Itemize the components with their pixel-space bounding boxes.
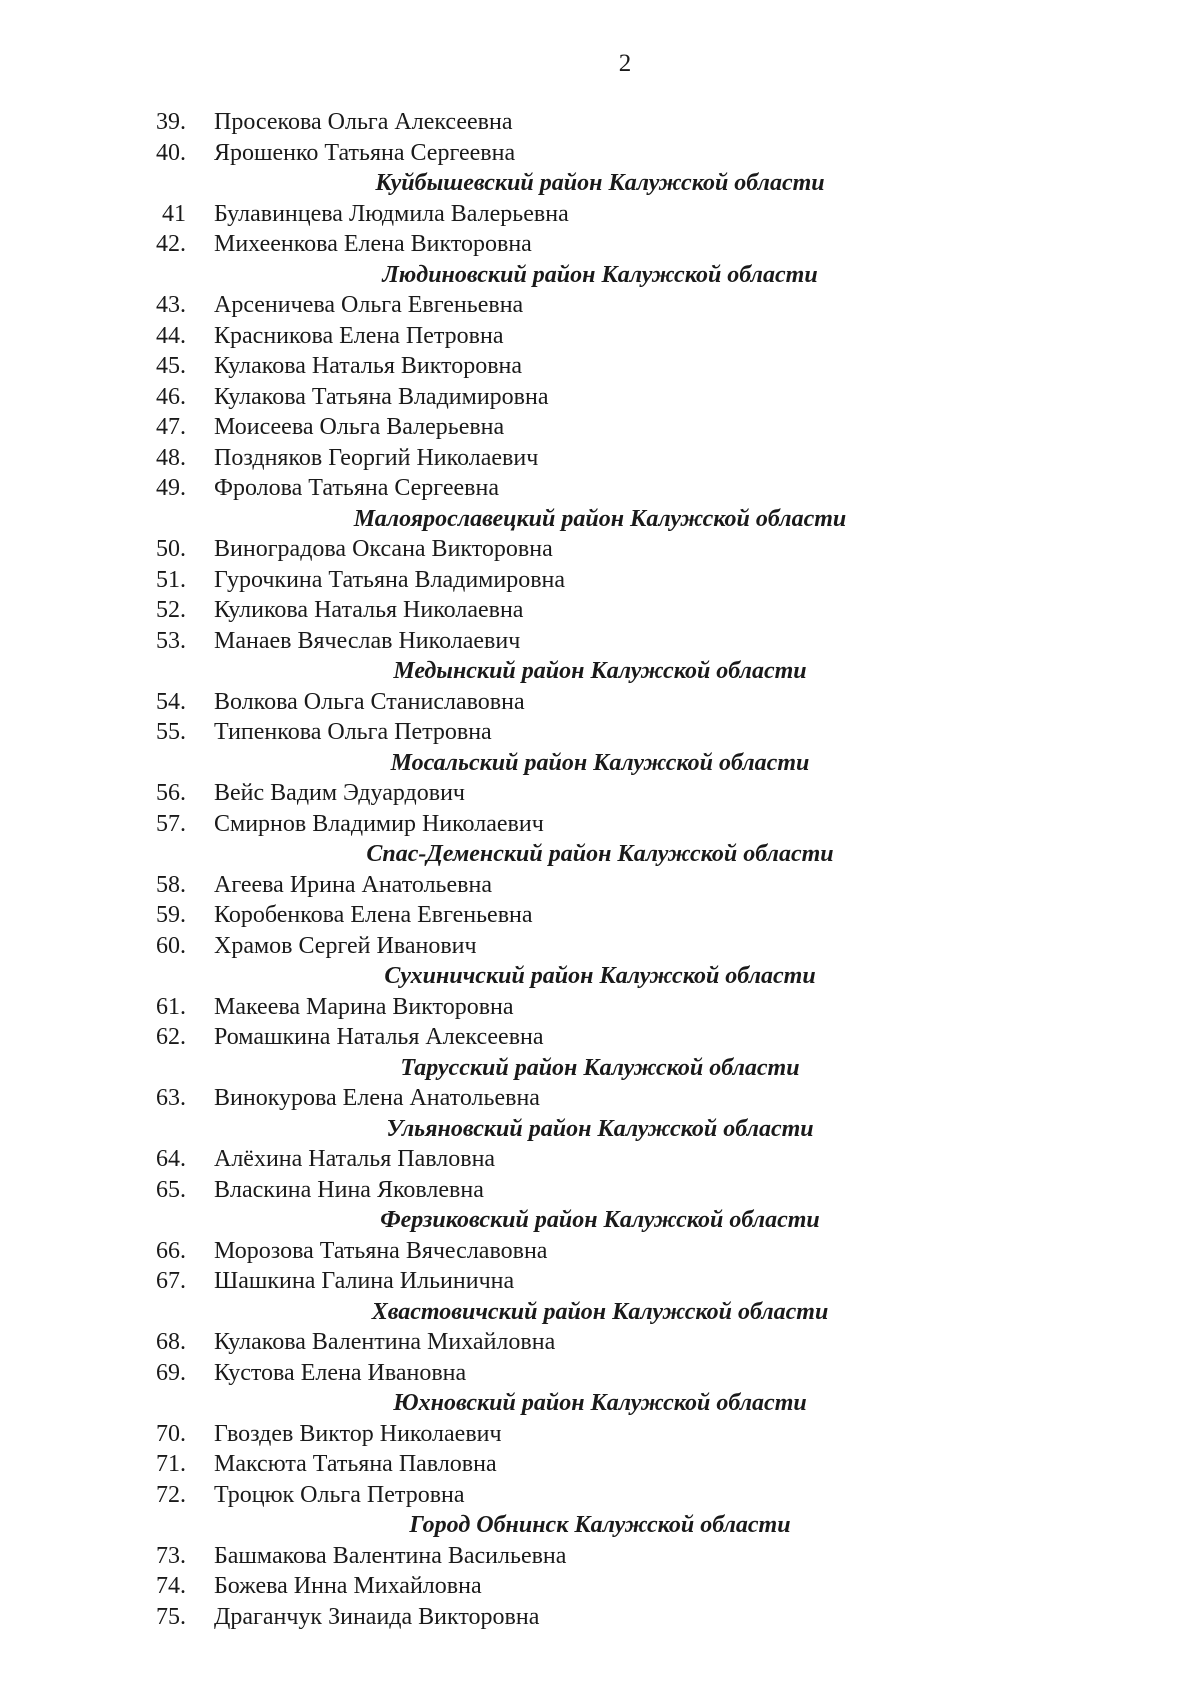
person-name: Ромашкина Наталья Алексеевна (214, 1024, 544, 1050)
person-name: Манаев Вячеслав Николаевич (214, 627, 521, 654)
list-item (0, 321, 1200, 352)
person-name: Кулакова Валентина Михайловна (214, 1329, 556, 1355)
district-heading: Хвастовичский район Калужской области (371, 1298, 829, 1325)
person-name: Агеева Ирина Анатольевна (214, 871, 492, 898)
person-name: Троцюк Ольга Петровна (214, 1481, 465, 1508)
person-name: Власкина Нина Яковлевна (214, 1176, 484, 1203)
list-item (0, 1602, 1200, 1633)
list-item (0, 199, 1200, 230)
person-name: Максюта Татьяна Павловна (214, 1451, 497, 1477)
list-item (0, 626, 1200, 657)
item-number: 58. (156, 871, 186, 898)
list-item (0, 382, 1200, 413)
person-name: Вейс Вадим Эдуардович (214, 780, 465, 806)
list-item (0, 870, 1200, 901)
list-item (0, 717, 1200, 748)
name-list (0, 107, 1200, 1632)
list-item (0, 1083, 1200, 1114)
item-number: 54. (156, 688, 186, 715)
list-item (0, 1480, 1200, 1511)
item-number: 73. (156, 1542, 186, 1569)
list-item (0, 1541, 1200, 1572)
district-heading: Спас-Деменский район Калужской области (366, 841, 834, 867)
list-item (0, 931, 1200, 962)
item-number: 52. (156, 597, 186, 623)
item-number: 42. (156, 231, 186, 257)
item-number: 55. (156, 719, 186, 745)
list-item (0, 1022, 1200, 1053)
item-number: 74. (156, 1573, 186, 1599)
person-name: Шашкина Галина Ильинична (214, 1268, 515, 1294)
item-number: 45. (156, 353, 186, 379)
person-name: Коробенкова Елена Евгеньевна (214, 902, 533, 928)
list-item (0, 595, 1200, 626)
list-item (0, 107, 1200, 138)
person-name: Кулакова Татьяна Владимировна (214, 383, 549, 410)
item-number: 68. (156, 1329, 186, 1355)
person-name: Кулакова Наталья Викторовна (214, 353, 523, 379)
item-number: 46. (156, 383, 186, 410)
item-number: 67. (156, 1268, 186, 1294)
list-item (0, 1175, 1200, 1206)
item-number: 56. (156, 780, 186, 806)
person-name: Красникова Елена Петровна (214, 322, 504, 349)
list-item (0, 1144, 1200, 1175)
item-number: 40. (156, 139, 186, 166)
item-number: 69. (156, 1359, 186, 1386)
person-name: Волкова Ольга Станиславовна (214, 688, 525, 715)
item-number: 60. (156, 932, 186, 959)
page-number: 2 (618, 50, 632, 77)
list-item (0, 1236, 1200, 1267)
item-number: 66. (156, 1237, 186, 1264)
person-name: Морозова Татьяна Вячеславовна (214, 1237, 548, 1264)
person-name: Фролова Татьяна Сергеевна (214, 475, 499, 501)
list-item (0, 992, 1200, 1023)
item-number: 65. (156, 1176, 186, 1203)
item-number: 43. (156, 292, 186, 318)
list-item (0, 1358, 1200, 1389)
person-name: Гвоздев Виктор Николаевич (214, 1420, 502, 1447)
item-number: 71. (156, 1451, 186, 1477)
item-number: 72. (156, 1481, 186, 1508)
list-item (0, 778, 1200, 809)
list-item (0, 1449, 1200, 1480)
person-name: Божева Инна Михайловна (214, 1573, 482, 1599)
person-name: Макеева Марина Викторовна (214, 993, 514, 1020)
person-name: Типенкова Ольга Петровна (214, 719, 492, 745)
person-name: Винокурова Елена Анатольевна (214, 1085, 540, 1111)
item-number: 63. (156, 1085, 186, 1111)
person-name: Поздняков Георгий Николаевич (214, 444, 539, 471)
person-name: Кустова Елена Ивановна (214, 1359, 467, 1386)
list-item (0, 900, 1200, 931)
item-number: 48. (156, 444, 186, 471)
person-name: Смирнов Владимир Николаевич (214, 810, 544, 837)
item-number: 53. (156, 627, 186, 654)
person-name: Алёхина Наталья Павловна (214, 1146, 496, 1172)
list-item (0, 443, 1200, 474)
district-heading: Медынский район Калужской области (393, 658, 807, 684)
person-name: Моисеева Ольга Валерьевна (214, 414, 505, 440)
item-number: 64. (156, 1146, 186, 1172)
person-name: Гурочкина Татьяна Владимировна (214, 566, 566, 593)
list-item (0, 138, 1200, 169)
district-heading: Город Обнинск Калужской области (409, 1512, 791, 1538)
person-name: Ярошенко Татьяна Сергеевна (214, 139, 516, 166)
district-heading: Мосальский район Калужской области (390, 749, 810, 776)
list-item (0, 1571, 1200, 1602)
list-item (0, 1327, 1200, 1358)
person-name: Башмакова Валентина Васильевна (214, 1542, 567, 1569)
district-heading: Людиновский район Калужской области (382, 261, 818, 288)
item-number: 61. (156, 993, 186, 1020)
person-name: Драганчук Зинаида Викторовна (214, 1603, 540, 1630)
person-name: Храмов Сергей Иванович (214, 932, 477, 959)
list-item (0, 534, 1200, 565)
item-number: 44. (156, 322, 186, 349)
item-number: 51. (156, 566, 186, 593)
person-name: Михеенкова Елена Викторовна (214, 231, 532, 257)
item-number: 47. (156, 414, 186, 440)
list-item (0, 473, 1200, 504)
item-number: 62. (156, 1024, 186, 1050)
item-number: 75. (156, 1603, 186, 1630)
list-item (0, 687, 1200, 718)
list-item (0, 412, 1200, 443)
item-number: 50. (156, 536, 186, 562)
district-heading: Ферзиковский район Калужской области (380, 1207, 820, 1233)
district-heading: Ульяновский район Калужской области (386, 1115, 814, 1142)
item-number: 57. (156, 810, 186, 837)
list-item (0, 809, 1200, 840)
item-number: 59. (156, 902, 186, 928)
item-number: 49. (156, 475, 186, 501)
list-item (0, 351, 1200, 382)
district-heading: Сухиничский район Калужской области (384, 963, 816, 989)
district-heading: Малоярославецкий район Калужской области (353, 505, 847, 532)
district-heading: Тарусский район Калужской области (400, 1054, 800, 1081)
item-number: 70. (156, 1420, 186, 1447)
list-item (0, 1266, 1200, 1297)
person-name: Куликова Наталья Николаевна (214, 597, 524, 623)
list-item (0, 1419, 1200, 1450)
district-heading: Юхновский район Калужской области (393, 1390, 807, 1416)
item-number: 39. (156, 109, 186, 135)
person-name: Арсеничева Ольга Евгеньевна (214, 292, 524, 318)
person-name: Виноградова Оксана Викторовна (214, 536, 553, 562)
item-number: 41 (162, 200, 186, 227)
list-item (0, 290, 1200, 321)
district-heading: Куйбышевский район Калужской области (375, 170, 825, 196)
list-item (0, 229, 1200, 260)
person-name: Просекова Ольга Алексеевна (214, 109, 513, 135)
list-item (0, 565, 1200, 596)
person-name: Булавинцева Людмила Валерьевна (214, 200, 569, 227)
